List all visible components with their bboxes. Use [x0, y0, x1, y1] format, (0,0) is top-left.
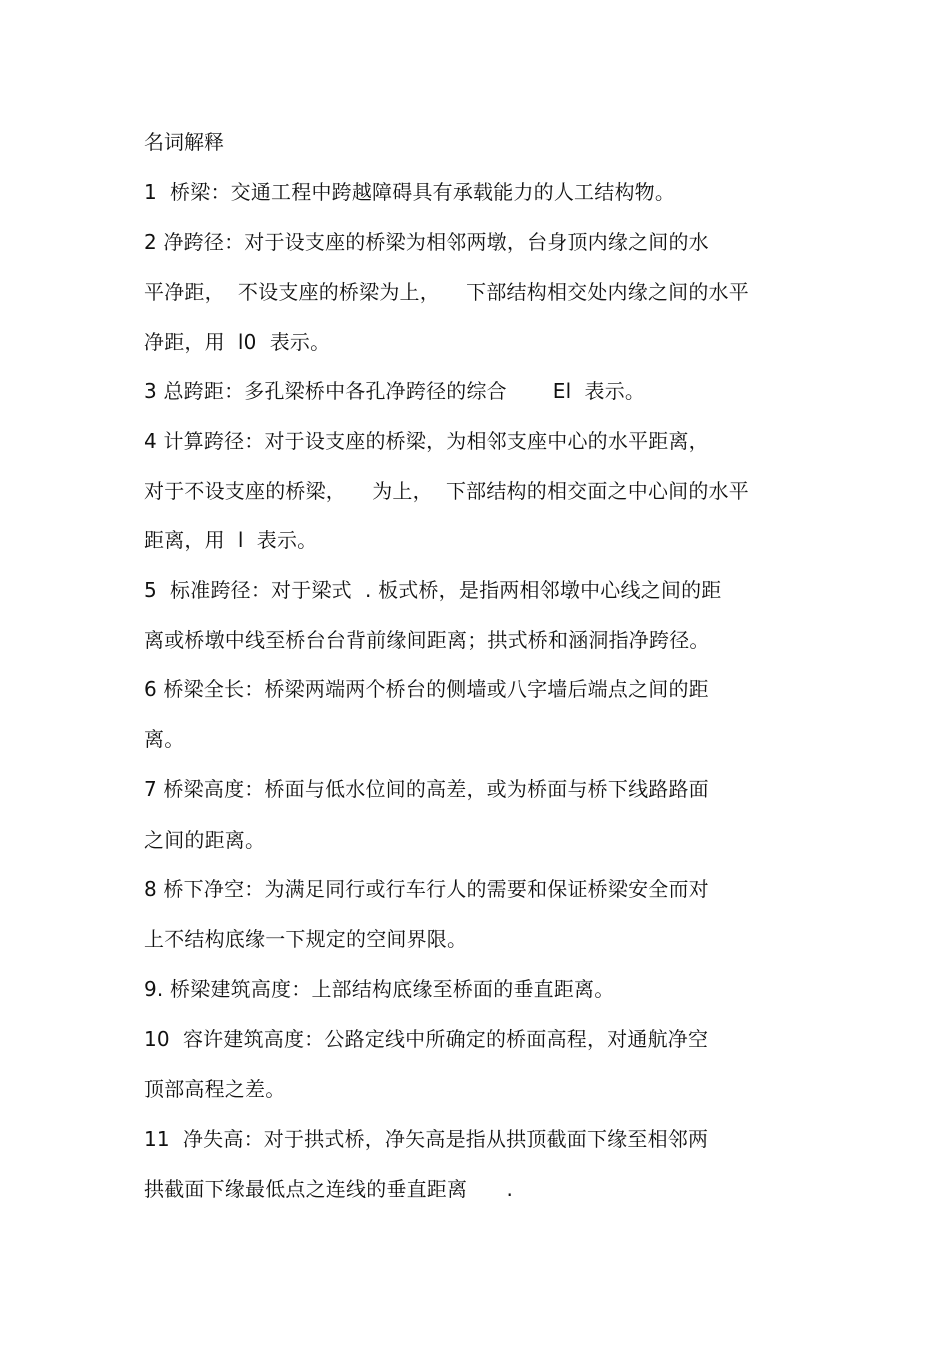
text-line: 7 桥梁高度：桥面与低水位间的高差，或为桥面与桥下线路路面 — [144, 777, 709, 801]
text-line: 距离，用 l 表示。 — [144, 528, 318, 552]
text-line: 9. 桥梁建筑高度：上部结构底缘至桥面的垂直距离。 — [144, 977, 615, 1001]
text-line: 离。 — [144, 727, 185, 751]
text-line: 离或桥墩中线至桥台台背前缘间距离；拱式桥和涵洞指净跨径。 — [144, 628, 710, 652]
text-line: 上不结构底缘一下规定的空间界限。 — [144, 927, 468, 951]
text-line: 5 标准跨径：对于梁式 . 板式桥，是指两相邻墩中心线之间的距 — [144, 578, 722, 602]
text-line: 8 桥下净空：为满足同行或行车行人的需要和保证桥梁安全而对 — [144, 877, 709, 901]
text-line: 净距，用 l0 表示。 — [144, 330, 331, 354]
text-line: 3 总跨距：多孔梁桥中各孔净跨径的综合 El 表示。 — [144, 379, 646, 403]
text-line: 1 桥梁：交通工程中跨越障碍具有承载能力的人工结构物。 — [144, 180, 676, 204]
text-line: 6 桥梁全长：桥梁两端两个桥台的侧墙或八字墙后端点之间的距 — [144, 677, 709, 701]
text-line: 拱截面下缘最低点之连线的垂直距离 . — [144, 1177, 514, 1201]
text-line: 2 净跨径：对于设支座的桥梁为相邻两墩，台身顶内缘之间的水 — [144, 230, 709, 254]
text-line: 4 计算跨径：对于设支座的桥梁，为相邻支座中心的水平距离， — [144, 429, 709, 453]
text-line: 对于不设支座的桥梁， 为上， 下部结构的相交面之中心间的水平 — [144, 479, 749, 503]
text-line: 之间的距离。 — [144, 828, 266, 852]
text-line: 顶部高程之差。 — [144, 1077, 286, 1101]
text-line: 10 容许建筑高度：公路定线中所确定的桥面高程，对通航净空 — [144, 1027, 709, 1051]
text-line: 平净距， 不设支座的桥梁为上， 下部结构相交处内缘之间的水平 — [144, 280, 749, 304]
document-title: 名词解释 — [144, 130, 224, 154]
text-line: 11 净失高：对于拱式桥，净矢高是指从拱顶截面下缘至相邻两 — [144, 1127, 709, 1151]
